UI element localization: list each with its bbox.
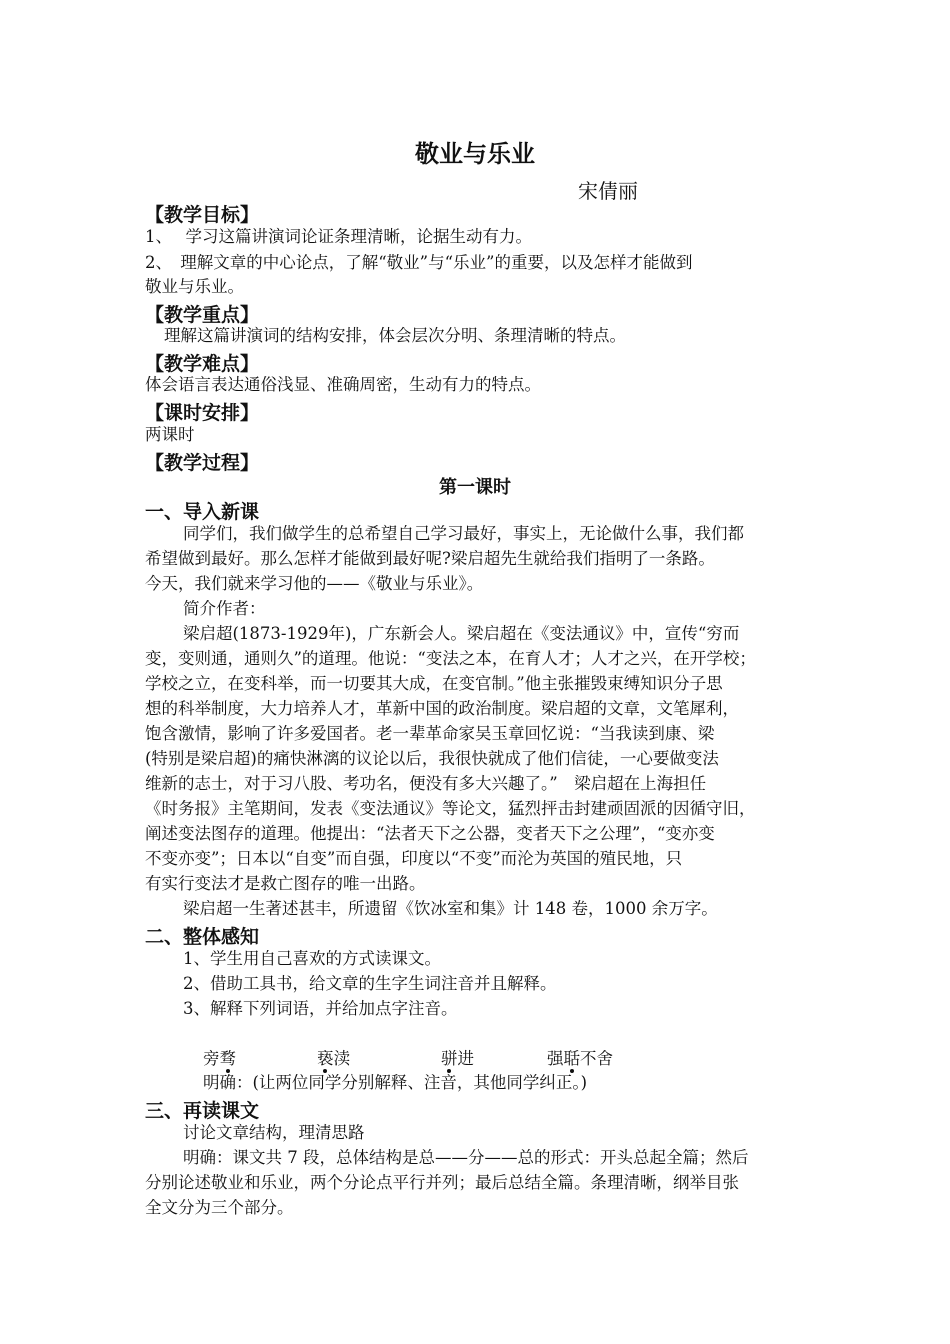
part-2-line: 2、借助工具书，给文章的生字生词注音并且解释。	[183, 974, 557, 993]
difficulty-text: 体会语言表达通俗浅显、准确周密，生动有力的特点。	[145, 375, 541, 394]
part-2-line: 3、解释下列词语，并给加点字注音。	[183, 999, 458, 1018]
objective-2-line-1: 2、 理解文章的中心论点，了解“敬业”与“乐业”的重要，以及怎样才能做到	[145, 253, 693, 272]
document-title: 敬业与乐业	[415, 140, 535, 168]
vocab-char: 旁	[203, 1049, 220, 1068]
part-3-line: 讨论文章结构，理清思路	[183, 1123, 365, 1142]
vocab-char: 不舍	[580, 1049, 613, 1068]
objective-2-line-2: 敬业与乐业。	[145, 277, 244, 296]
part-1-line: 同学们，我们做学生的总希望自己学习最好，事实上，无论做什么事，我们都	[183, 524, 744, 543]
part-3-line: 明确：课文共 7 段，总体结构是总——分——总的形式：开头总起全篇；然后	[183, 1148, 749, 1167]
part-1-line: 梁启超(1873-1929年)，广东新会人。梁启超在《变法通议》中，宣传“穷而	[183, 624, 740, 643]
part-1-line: 饱含激情，影响了许多爱国者。老一辈革命家吴玉章回忆说：“当我读到康、梁	[145, 724, 715, 743]
part-1-line: 维新的志士，对于习八股、考功名，便没有多大兴趣了。” 梁启超在上海担任	[145, 774, 707, 793]
part-1-line: 简介作者：	[183, 599, 266, 618]
author-name: 宋倩丽	[578, 179, 638, 203]
lesson-1-heading: 第一课时	[439, 477, 511, 498]
vocab-char: 渎	[333, 1049, 350, 1068]
vocab-char-dotted: 亵	[317, 1049, 334, 1068]
vocab-word	[441, 1045, 474, 1069]
objective-1: 1、 学习这篇讲演词论证条理清晰，论据生动有力。	[145, 227, 532, 246]
vocab-char: 进	[457, 1049, 474, 1068]
part-1-line: 不变亦变”；日本以“自变”而自强，印度以“不变”而沦为英国的殖民地，只	[145, 849, 683, 868]
vocab-word	[317, 1045, 350, 1069]
part-1-line: 希望做到最好。那么怎样才能做到最好呢?梁启超先生就给我们指明了一条路。	[145, 549, 715, 568]
part-1-line: 《时务报》主笔期间，发表《变法通议》等论文，猛烈抨击封建顽固派的因循守旧，	[145, 799, 756, 818]
part-1-heading: 一、导入新课	[145, 501, 260, 523]
focus-heading: 【教学重点】	[145, 304, 260, 326]
part-1-line: 变，变则通，通则久”的道理。他说：“变法之本，在育人才；人才之兴，在开学校；	[145, 649, 756, 668]
difficulty-heading: 【教学难点】	[145, 353, 260, 375]
part-2-clarify: 明确：(让两位同学分别解释、注音，其他同学纠正。)	[203, 1073, 588, 1092]
part-1-line: 梁启超一生著述甚丰，所遗留《饮冰室和集》计 148 卷，1000 余万字。	[183, 899, 718, 918]
part-2-line: 1、学生用自己喜欢的方式读课文。	[183, 949, 441, 968]
part-1-line: 学校之立，在变科举，而一切要其大成，在变官制。”他主张摧毁束缚知识分子思	[145, 674, 723, 693]
vocab-char-dotted: 骛	[219, 1049, 236, 1068]
schedule-heading: 【课时安排】	[145, 402, 260, 424]
part-3-line: 分别论述敬业和乐业，两个分论点平行并列；最后总结全篇。条理清晰，纲举目张	[145, 1173, 739, 1192]
vocab-char-dotted: 聒	[563, 1049, 580, 1068]
part-3-line: 全文分为三个部分。	[145, 1198, 294, 1217]
part-1-line: 今天，我们就来学习他的——《敬业与乐业》。	[145, 574, 484, 593]
vocab-word	[547, 1045, 613, 1069]
part-3-heading: 三、再读课文	[145, 1100, 260, 1122]
part-1-line: (特别是梁启超)的痛快淋漓的议论以后，我很快就成了他们信徒，一心要做变法	[145, 749, 719, 768]
part-1-line: 阐述变法图存的道理。他提出：“法者天下之公器，变者天下之公理”，“变亦变	[145, 824, 715, 843]
part-2-heading: 二、整体感知	[145, 926, 260, 948]
objectives-heading: 【教学目标】	[145, 204, 260, 226]
part-1-line: 有实行变法才是救亡图存的唯一出路。	[145, 874, 426, 893]
focus-text: 理解这篇讲演词的结构安排，体会层次分明、条理清晰的特点。	[164, 326, 626, 345]
vocab-char-dotted: 骈	[441, 1049, 458, 1068]
schedule-text: 两课时	[145, 425, 195, 444]
process-heading: 【教学过程】	[145, 452, 260, 474]
vocab-char: 强	[547, 1049, 564, 1068]
part-1-line: 想的科举制度，大力培养人才，革新中国的政治制度。梁启超的文章，文笔犀利，	[145, 699, 739, 718]
vocab-word	[203, 1045, 236, 1069]
